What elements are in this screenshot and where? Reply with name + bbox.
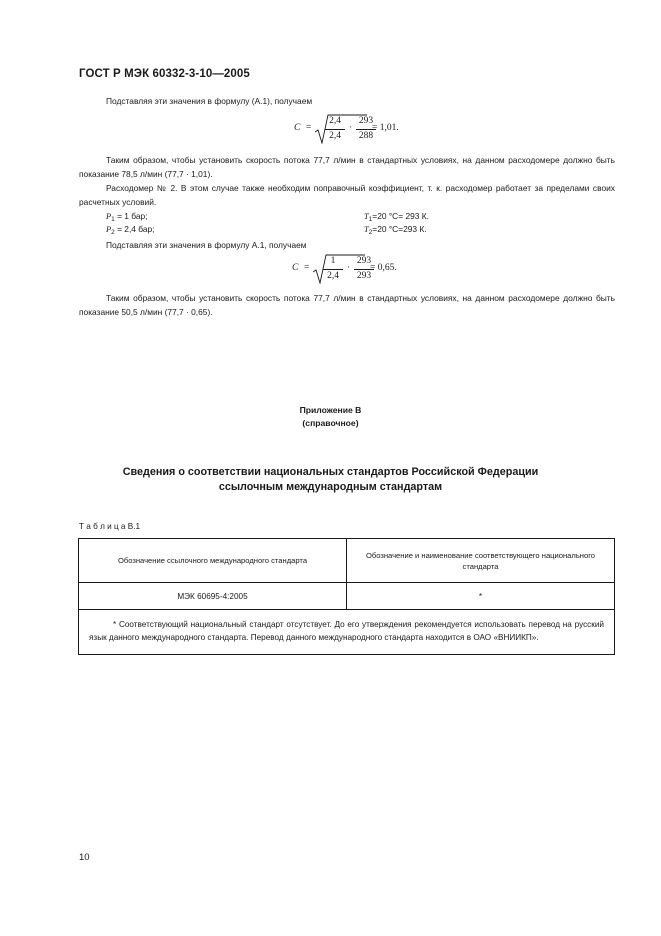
table-cell-international: МЭК 60695-4:2005	[79, 583, 347, 610]
formula-2-eq: =	[304, 263, 310, 273]
appendix-title: Приложение В	[299, 405, 362, 415]
intro-text-2: Подставляя эти значения в формулу А.1, получаем	[106, 240, 307, 250]
formula-1-num2: 293	[358, 116, 374, 126]
result-text-1: Таким образом, чтобы установить скорость потока 77,7 л/мин в стандартных условиях, на данном расходомере должно быть показание 78,5 л/мин (77,7 · 1,01).	[79, 155, 615, 179]
document-header: ГОСТ Р МЭК 60332-3-10—2005	[79, 68, 250, 80]
formula-2-den2: 293	[356, 271, 372, 281]
table-row	[79, 583, 615, 610]
formula-2-den1: 2,4	[327, 271, 339, 281]
condition-t1: $T_1=20$ °С= 293 К.	[364, 211, 429, 223]
appendix-heading-line-1: Сведения о соответствии национальных стандартов Российской Федерации	[122, 466, 539, 478]
appendix-subtitle: (справочное)	[302, 418, 359, 428]
formula-1-lhs: C	[294, 123, 301, 133]
formula-1-result: = 1,01.	[372, 123, 399, 133]
formula-1-den2: 288	[358, 131, 374, 141]
formula-1-num1: 2,4	[329, 116, 341, 126]
formula-2-lhs: C	[292, 263, 299, 273]
result-text-2: Таким образом, чтобы установить скорость потока 77,7 л/мин в стандартных условиях, на данном расходомере должно быть показание 50,5 л/мин (77,7 · 0,65).	[79, 293, 615, 317]
condition-p1: $P_1 = 1$ бар;	[106, 211, 148, 223]
condition-t2: $T_2=20$ °С=293 К.	[364, 224, 427, 236]
condition-p2: $P_2 = 2,4$ бар;	[106, 224, 155, 236]
table-header-national: Обозначение и наименование соответствующего национального стандарта	[347, 539, 615, 583]
page-number: 10	[79, 852, 90, 863]
table-caption: Т а б л и ц а В.1	[79, 522, 141, 531]
table-cell-national: *	[347, 583, 615, 610]
formula-2	[292, 254, 422, 284]
table-note-row	[79, 610, 615, 655]
table-header-row	[79, 539, 615, 583]
formula-1-den1: 2,4	[329, 131, 341, 141]
table-header-international: Обозначение ссылочного международного стандарта	[79, 539, 347, 583]
intro-text-1: Подставляя эти значения в формулу (А.1), получаем	[106, 96, 313, 106]
table-note: * Соответствующий национальный стандарт отсутствует. До его утверждения рекомендуется использовать перевод на русский язык данного международного стандарта. Перевод данного международного стандарта находится в ОАО «ВНИИКП».	[79, 610, 615, 655]
meter-2-text: Расходомер № 2. В этом случае также необходим поправочный коэффициент, т. к. расходомер работает за пределами своих расчетных условий.	[79, 183, 615, 207]
formula-1-eq: =	[306, 123, 312, 133]
appendix-heading-line-2: ссылочным международным стандартам	[218, 481, 443, 493]
formula-2-num2: 293	[356, 256, 372, 266]
formula-2-num1: 1	[330, 256, 336, 266]
formula-2-op: ·	[347, 263, 351, 273]
formula-1	[294, 114, 424, 144]
formula-1-op: ·	[349, 123, 353, 133]
formula-2-result: = 0,65.	[370, 263, 397, 273]
standards-table	[78, 538, 615, 655]
